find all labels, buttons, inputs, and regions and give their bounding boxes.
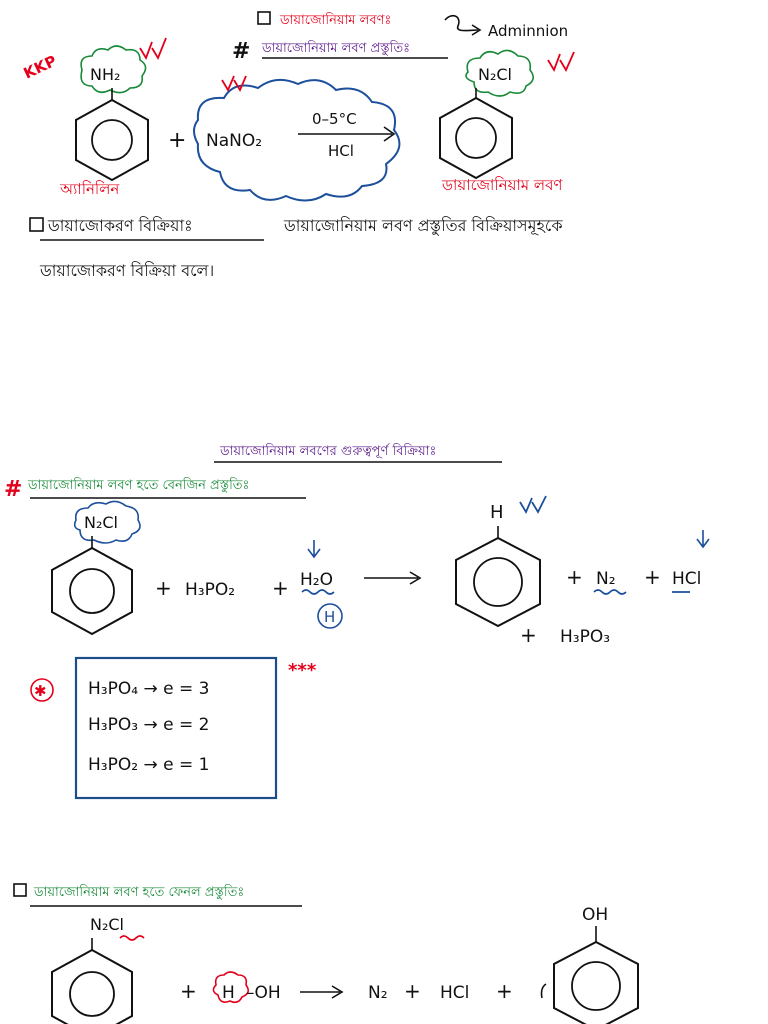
s2-plus-d: + bbox=[644, 565, 661, 589]
s1-kkp-mark: KKP bbox=[20, 51, 60, 83]
s1-definition-text-2: ডায়াজোকরণ বিক্রিয়া বলে। bbox=[40, 261, 215, 280]
s1-condition-bottom: HCl bbox=[328, 142, 354, 160]
checkbox-icon bbox=[258, 12, 270, 24]
s1-reactant-name: অ্যানিলিন bbox=[60, 180, 120, 198]
s2-subtitle: ডায়াজোনিয়াম লবণ হতে বেনজিন প্রস্তুতিঃ bbox=[28, 478, 250, 493]
s2-product-3: HCl bbox=[672, 569, 702, 589]
s1-condition-top: 0–5°C bbox=[312, 110, 357, 128]
s2-box-line-2: H₃PO₃ → e = 2 bbox=[88, 715, 210, 735]
s2-plus-a: + bbox=[155, 576, 172, 600]
arrow-down-icon bbox=[697, 530, 709, 547]
tick-icon bbox=[520, 496, 546, 512]
checkbox-icon bbox=[14, 884, 26, 896]
s1-product-group: N₂Cl bbox=[478, 65, 512, 84]
s2-product-2: N₂ bbox=[596, 569, 616, 589]
benzene-ring-icon bbox=[440, 98, 512, 178]
s2-heading: ডায়াজোনিয়াম লবণের গুরুত্বপূর্ণ বিক্রিয়াঃ bbox=[220, 444, 437, 459]
s2-reagent-1: H₃PO₂ bbox=[185, 580, 236, 600]
s1-definition-text-1: ডায়াজোনিয়াম লবণ প্রস্তুতির বিক্রিয়াসমূহকে bbox=[284, 216, 563, 235]
s2-star-mark: ✱ bbox=[34, 682, 47, 700]
benzene-ring-icon bbox=[52, 950, 132, 1024]
s2-box-line-3: H₃PO₂ → e = 1 bbox=[88, 755, 210, 775]
curved-arrow-icon bbox=[445, 16, 478, 31]
s1-definition-term: ডায়াজোকরণ বিক্রিয়াঃ bbox=[48, 216, 193, 235]
s2-plus-b: + bbox=[272, 576, 289, 600]
s2-plus-e: + bbox=[520, 623, 537, 647]
s2-circled-h: H bbox=[324, 608, 336, 626]
s3-reagent-h: H bbox=[222, 983, 235, 1003]
s3-product-group: OH bbox=[582, 905, 609, 925]
benzene-ring-icon bbox=[76, 100, 148, 180]
s3-reagent-oh: –OH bbox=[246, 983, 281, 1003]
benzene-ring-icon bbox=[554, 942, 638, 1024]
s3-plus-a: + bbox=[180, 979, 197, 1003]
benzene-ring-icon bbox=[456, 538, 540, 626]
s3-reactant-group: N₂Cl bbox=[90, 915, 124, 934]
s3-plus-c: + bbox=[496, 979, 513, 1003]
s2-plus-c: + bbox=[566, 565, 583, 589]
s2-box-line-1: H₃PO₄ → e = 3 bbox=[88, 679, 210, 699]
s3-product-2: HCl bbox=[440, 983, 470, 1003]
s2-reagent-2: H₂O bbox=[300, 570, 333, 590]
s1-reactant-group: NH₂ bbox=[90, 65, 121, 84]
s2-product-group: H bbox=[490, 502, 504, 523]
s1-plus: + bbox=[168, 128, 187, 153]
s1-subtitle: ডায়াজোনিয়াম লবণ প্রস্তুতিঃ bbox=[262, 41, 411, 56]
s3-subtitle: ডায়াজোনিয়াম লবণ হতে ফেনল প্রস্তুতিঃ bbox=[34, 885, 245, 900]
s2-hash-mark: # bbox=[4, 477, 23, 502]
s2-stars: *** bbox=[288, 660, 317, 681]
tick-icon bbox=[140, 38, 166, 58]
arrow-down-icon bbox=[308, 540, 320, 557]
s2-product-4: H₃PO₃ bbox=[560, 627, 611, 647]
benzene-ring-icon bbox=[52, 548, 132, 634]
s1-hash-mark: # bbox=[232, 39, 251, 64]
s1-arrow-note: Adminnion bbox=[488, 22, 569, 40]
tick-icon bbox=[548, 52, 574, 70]
s3-plus-b: + bbox=[404, 979, 421, 1003]
s1-title: ডায়াজোনিয়াম লবণঃ bbox=[280, 13, 392, 28]
s1-product-name: ডায়াজোনিয়াম লবণ bbox=[442, 176, 563, 194]
s1-reagent: NaNO₂ bbox=[206, 131, 263, 151]
s2-reactant-group: N₂Cl bbox=[84, 513, 118, 532]
s3-product-1: N₂ bbox=[368, 983, 388, 1003]
checkbox-icon bbox=[30, 218, 43, 231]
